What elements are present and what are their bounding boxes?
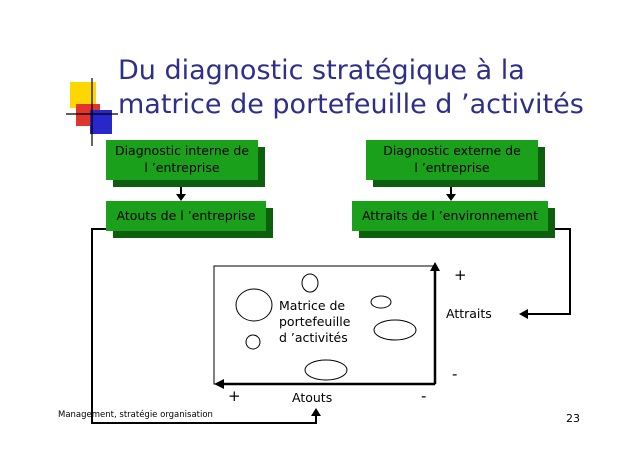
activity-bubble-6 xyxy=(305,360,347,380)
feedback-arrowhead-atouts xyxy=(311,408,321,416)
activity-bubble-1 xyxy=(302,274,318,292)
y-axis-plus: + xyxy=(454,266,467,284)
attraits-box-label: Attraits de l ’environnement xyxy=(361,208,539,223)
activity-bubble-2 xyxy=(236,289,272,321)
title-line-1: Du diagnostic stratégique à la xyxy=(118,55,525,86)
feedback-line-attraits xyxy=(526,229,570,314)
activity-bubble-5 xyxy=(246,335,260,349)
feedback-arrowhead-attraits xyxy=(519,309,528,319)
arrowhead-internal xyxy=(176,194,186,201)
matrix-label xyxy=(279,298,350,346)
internal-box-line-2: l ’entreprise xyxy=(144,160,220,175)
activity-bubble-3 xyxy=(371,296,391,308)
internal-diagnostic-box xyxy=(106,140,258,180)
external-box-line-2: l ’entreprise xyxy=(414,160,490,175)
external-box-line-1: Diagnostic externe de xyxy=(383,143,521,158)
title-line-2: matrice de portefeuille d ’activités xyxy=(118,89,584,120)
page-number: 23 xyxy=(566,412,580,425)
arrowhead-external xyxy=(446,194,456,201)
x-axis-minus: - xyxy=(421,387,427,405)
x-axis-plus: + xyxy=(228,387,241,405)
matrix-label-line-3: d ’activités xyxy=(279,330,348,345)
attraits-box xyxy=(352,201,548,231)
internal-box-line-1: Diagnostic interne de xyxy=(114,143,250,158)
footer-text: Management, stratégie organisation xyxy=(58,410,213,420)
external-diagnostic-box xyxy=(366,140,538,180)
atouts-box xyxy=(106,201,266,231)
matrix-label-line-2: portefeuille xyxy=(279,314,351,329)
activity-bubble-4 xyxy=(374,320,416,340)
y-axis-minus: - xyxy=(452,365,458,383)
slide-title xyxy=(118,54,618,122)
matrix-label-line-1: Matrice de xyxy=(279,298,346,313)
x-axis-label: Atouts xyxy=(292,390,333,405)
decorative-squares-logo xyxy=(66,78,118,146)
atouts-box-label: Atouts de l ’entreprise xyxy=(116,208,256,223)
y-axis-label: Attraits xyxy=(446,306,492,321)
